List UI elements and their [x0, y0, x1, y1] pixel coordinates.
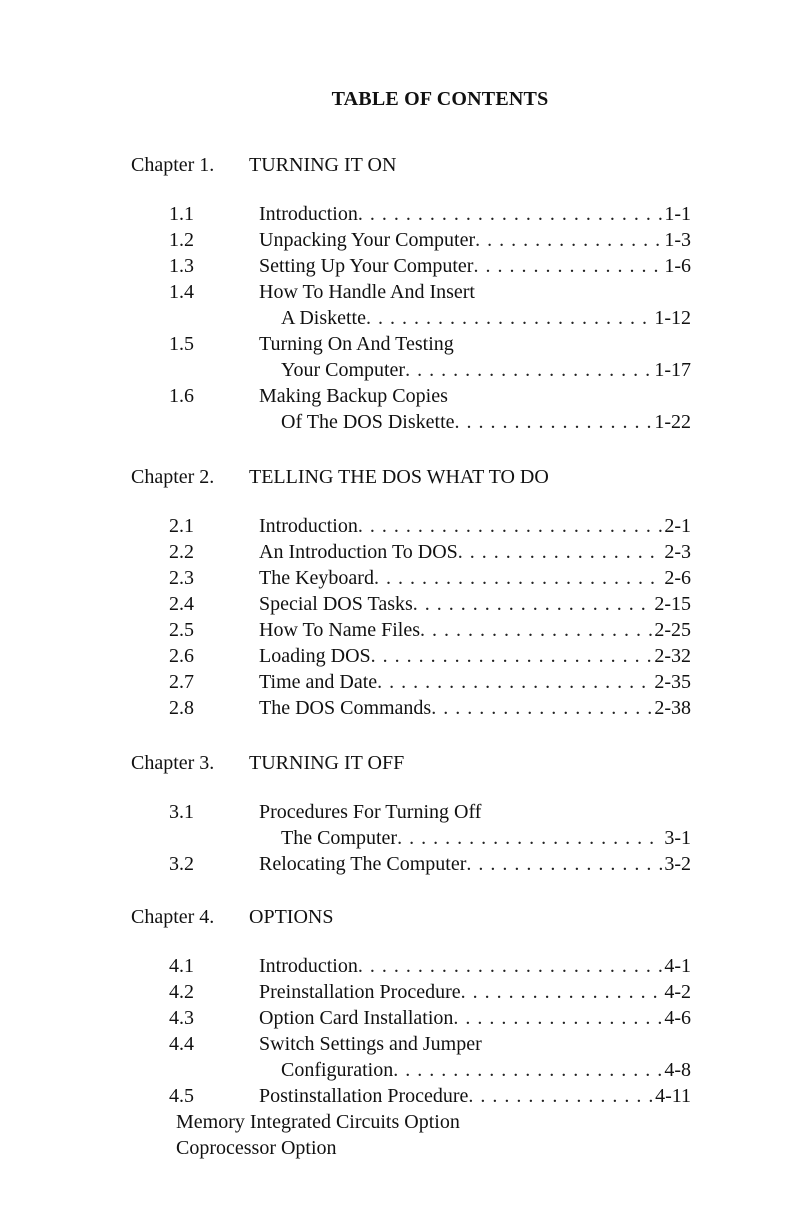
leader-dots: [405, 359, 652, 382]
leader-dots: [413, 593, 653, 616]
toc-entry-number: 1.5: [169, 333, 194, 355]
toc-entry-number: 2.2: [169, 541, 194, 563]
toc-entry-page: 2-6: [664, 567, 691, 589]
toc-entry[interactable]: [259, 645, 691, 668]
chapter-label: Chapter 2.: [131, 466, 215, 488]
toc-entry-title: The Computer: [281, 827, 398, 849]
leader-dots: [468, 1085, 653, 1108]
toc-entry-title: Configuration: [281, 1059, 394, 1081]
toc-entry[interactable]: [281, 307, 691, 330]
toc-entry-title: A Diskette: [281, 307, 366, 329]
toc-entry[interactable]: [259, 515, 691, 538]
toc-entry[interactable]: [259, 619, 691, 642]
leader-dots: [358, 203, 662, 226]
toc-entry-number: 2.8: [169, 697, 194, 719]
toc-entry[interactable]: [259, 1085, 691, 1108]
toc-entry-page: 2-15: [654, 593, 691, 615]
toc-entry-number: 2.4: [169, 593, 194, 615]
toc-entry-title: Option Card Installation: [259, 1007, 454, 1029]
toc-entry-number: 1.3: [169, 255, 194, 277]
toc-entry[interactable]: [259, 567, 691, 590]
toc-entry-title: Switch Settings and Jumper: [259, 1033, 482, 1055]
leader-dots: [473, 255, 662, 278]
toc-entry[interactable]: [259, 593, 691, 616]
toc-entry-number: 1.4: [169, 281, 194, 303]
toc-entry-title: How To Handle And Insert: [259, 281, 475, 303]
toc-entry-title: The Keyboard: [259, 567, 374, 589]
toc-entry-number: 2.7: [169, 671, 194, 693]
toc-entry-number: 2.3: [169, 567, 194, 589]
toc-entry-title: Relocating The Computer: [259, 853, 467, 875]
toc-entry-page: 2-35: [654, 671, 691, 693]
toc-entry-title: Loading DOS: [259, 645, 371, 667]
chapter-title: OPTIONS: [249, 906, 334, 928]
toc-entry-page: 2-25: [654, 619, 691, 641]
toc-entry-page: 4-2: [664, 981, 691, 1003]
toc-entry-number: 4.1: [169, 955, 194, 977]
chapter-label: Chapter 1.: [131, 154, 215, 176]
toc-entry-page: 2-3: [664, 541, 691, 563]
toc-entry-page: 1-17: [654, 359, 691, 381]
toc-entry-page: 1-1: [664, 203, 691, 225]
leader-dots: [397, 827, 662, 850]
toc-entry-number: 4.4: [169, 1033, 194, 1055]
leader-dots: [466, 853, 662, 876]
toc-entry-title: Making Backup Copies: [259, 385, 448, 407]
toc-entry-page: 2-32: [654, 645, 691, 667]
toc-entry[interactable]: [259, 1007, 691, 1030]
leader-dots: [374, 567, 662, 590]
chapter-label: Chapter 4.: [131, 906, 215, 928]
toc-entry-title: Procedures For Turning Off: [259, 801, 482, 823]
toc-entry[interactable]: [259, 671, 691, 694]
toc-entry-page: 4-11: [655, 1085, 691, 1107]
toc-entry-title: Turning On And Testing: [259, 333, 454, 355]
toc-entry-title: Time and Date: [259, 671, 378, 693]
chapter-title: TURNING IT OFF: [249, 752, 405, 774]
toc-entry-title: Postinstallation Procedure: [259, 1085, 469, 1107]
toc-entry-title: Of The DOS Diskette: [281, 411, 455, 433]
toc-entry[interactable]: [259, 981, 691, 1004]
leader-dots: [431, 697, 652, 720]
toc-entry-number: 4.3: [169, 1007, 194, 1029]
toc-entry[interactable]: [281, 359, 691, 382]
toc-entry-title: Your Computer: [281, 359, 406, 381]
toc-entry-title: Setting Up Your Computer: [259, 255, 474, 277]
toc-entry-page: 1-6: [664, 255, 691, 277]
leader-dots: [377, 671, 652, 694]
leader-dots: [358, 515, 662, 538]
toc-entry[interactable]: [281, 1059, 691, 1082]
toc-entry-number: 3.1: [169, 801, 194, 823]
leader-dots: [371, 645, 653, 668]
toc-entry-page: 2-1: [664, 515, 691, 537]
toc-extra-item: Memory Integrated Circuits Option: [176, 1111, 460, 1133]
toc-entry-page: 4-1: [664, 955, 691, 977]
toc-entry-title: Preinstallation Procedure: [259, 981, 461, 1003]
toc-entry[interactable]: [281, 411, 691, 434]
chapter-title: TELLING THE DOS WHAT TO DO: [249, 466, 549, 488]
toc-entry-number: 3.2: [169, 853, 194, 875]
toc-entry-number: 2.6: [169, 645, 194, 667]
leader-dots: [393, 1059, 662, 1082]
leader-dots: [366, 307, 652, 330]
toc-entry-title: How To Name Files: [259, 619, 420, 641]
toc-entry-title: The DOS Commands: [259, 697, 432, 719]
toc-entry[interactable]: [259, 955, 691, 978]
toc-entry[interactable]: [259, 229, 691, 252]
toc-entry-page: 1-12: [654, 307, 691, 329]
toc-entry-page: 1-3: [664, 229, 691, 251]
toc-entry-title: Unpacking Your Computer: [259, 229, 476, 251]
toc-entry-title: Introduction: [259, 515, 358, 537]
toc-entry-title: Special DOS Tasks: [259, 593, 413, 615]
toc-entry-number: 4.5: [169, 1085, 194, 1107]
toc-entry[interactable]: [259, 697, 691, 720]
page-title: TABLE OF CONTENTS: [331, 88, 549, 110]
leader-dots: [358, 955, 662, 978]
toc-entry-page: 4-6: [664, 1007, 691, 1029]
toc-entry-number: 2.5: [169, 619, 194, 641]
toc-entry-number: 1.1: [169, 203, 194, 225]
toc-entry-page: 1-22: [654, 411, 691, 433]
toc-entry-page: 3-2: [664, 853, 691, 875]
toc-entry[interactable]: [259, 255, 691, 278]
toc-entry-number: 2.1: [169, 515, 194, 537]
leader-dots: [455, 411, 653, 434]
leader-dots: [458, 541, 663, 564]
toc-entry[interactable]: [259, 541, 691, 564]
toc-entry-page: 4-8: [664, 1059, 691, 1081]
toc-entry-page: 2-38: [654, 697, 691, 719]
toc-entry-title: Introduction: [259, 203, 358, 225]
leader-dots: [475, 229, 662, 252]
leader-dots: [420, 619, 652, 642]
chapter-label: Chapter 3.: [131, 752, 215, 774]
toc-entry-number: 1.6: [169, 385, 194, 407]
toc-entry-page: 3-1: [664, 827, 691, 849]
toc-entry-title: Introduction: [259, 955, 358, 977]
toc-entry-number: 4.2: [169, 981, 194, 1003]
leader-dots: [453, 1007, 662, 1030]
toc-entry[interactable]: [281, 827, 691, 850]
toc-entry-number: 1.2: [169, 229, 194, 251]
toc-entry[interactable]: [259, 853, 691, 876]
toc-entry-title: An Introduction To DOS: [259, 541, 458, 563]
leader-dots: [461, 981, 663, 1004]
toc-extra-item: Coprocessor Option: [176, 1137, 337, 1159]
toc-entry[interactable]: [259, 203, 691, 226]
chapter-title: TURNING IT ON: [249, 154, 397, 176]
